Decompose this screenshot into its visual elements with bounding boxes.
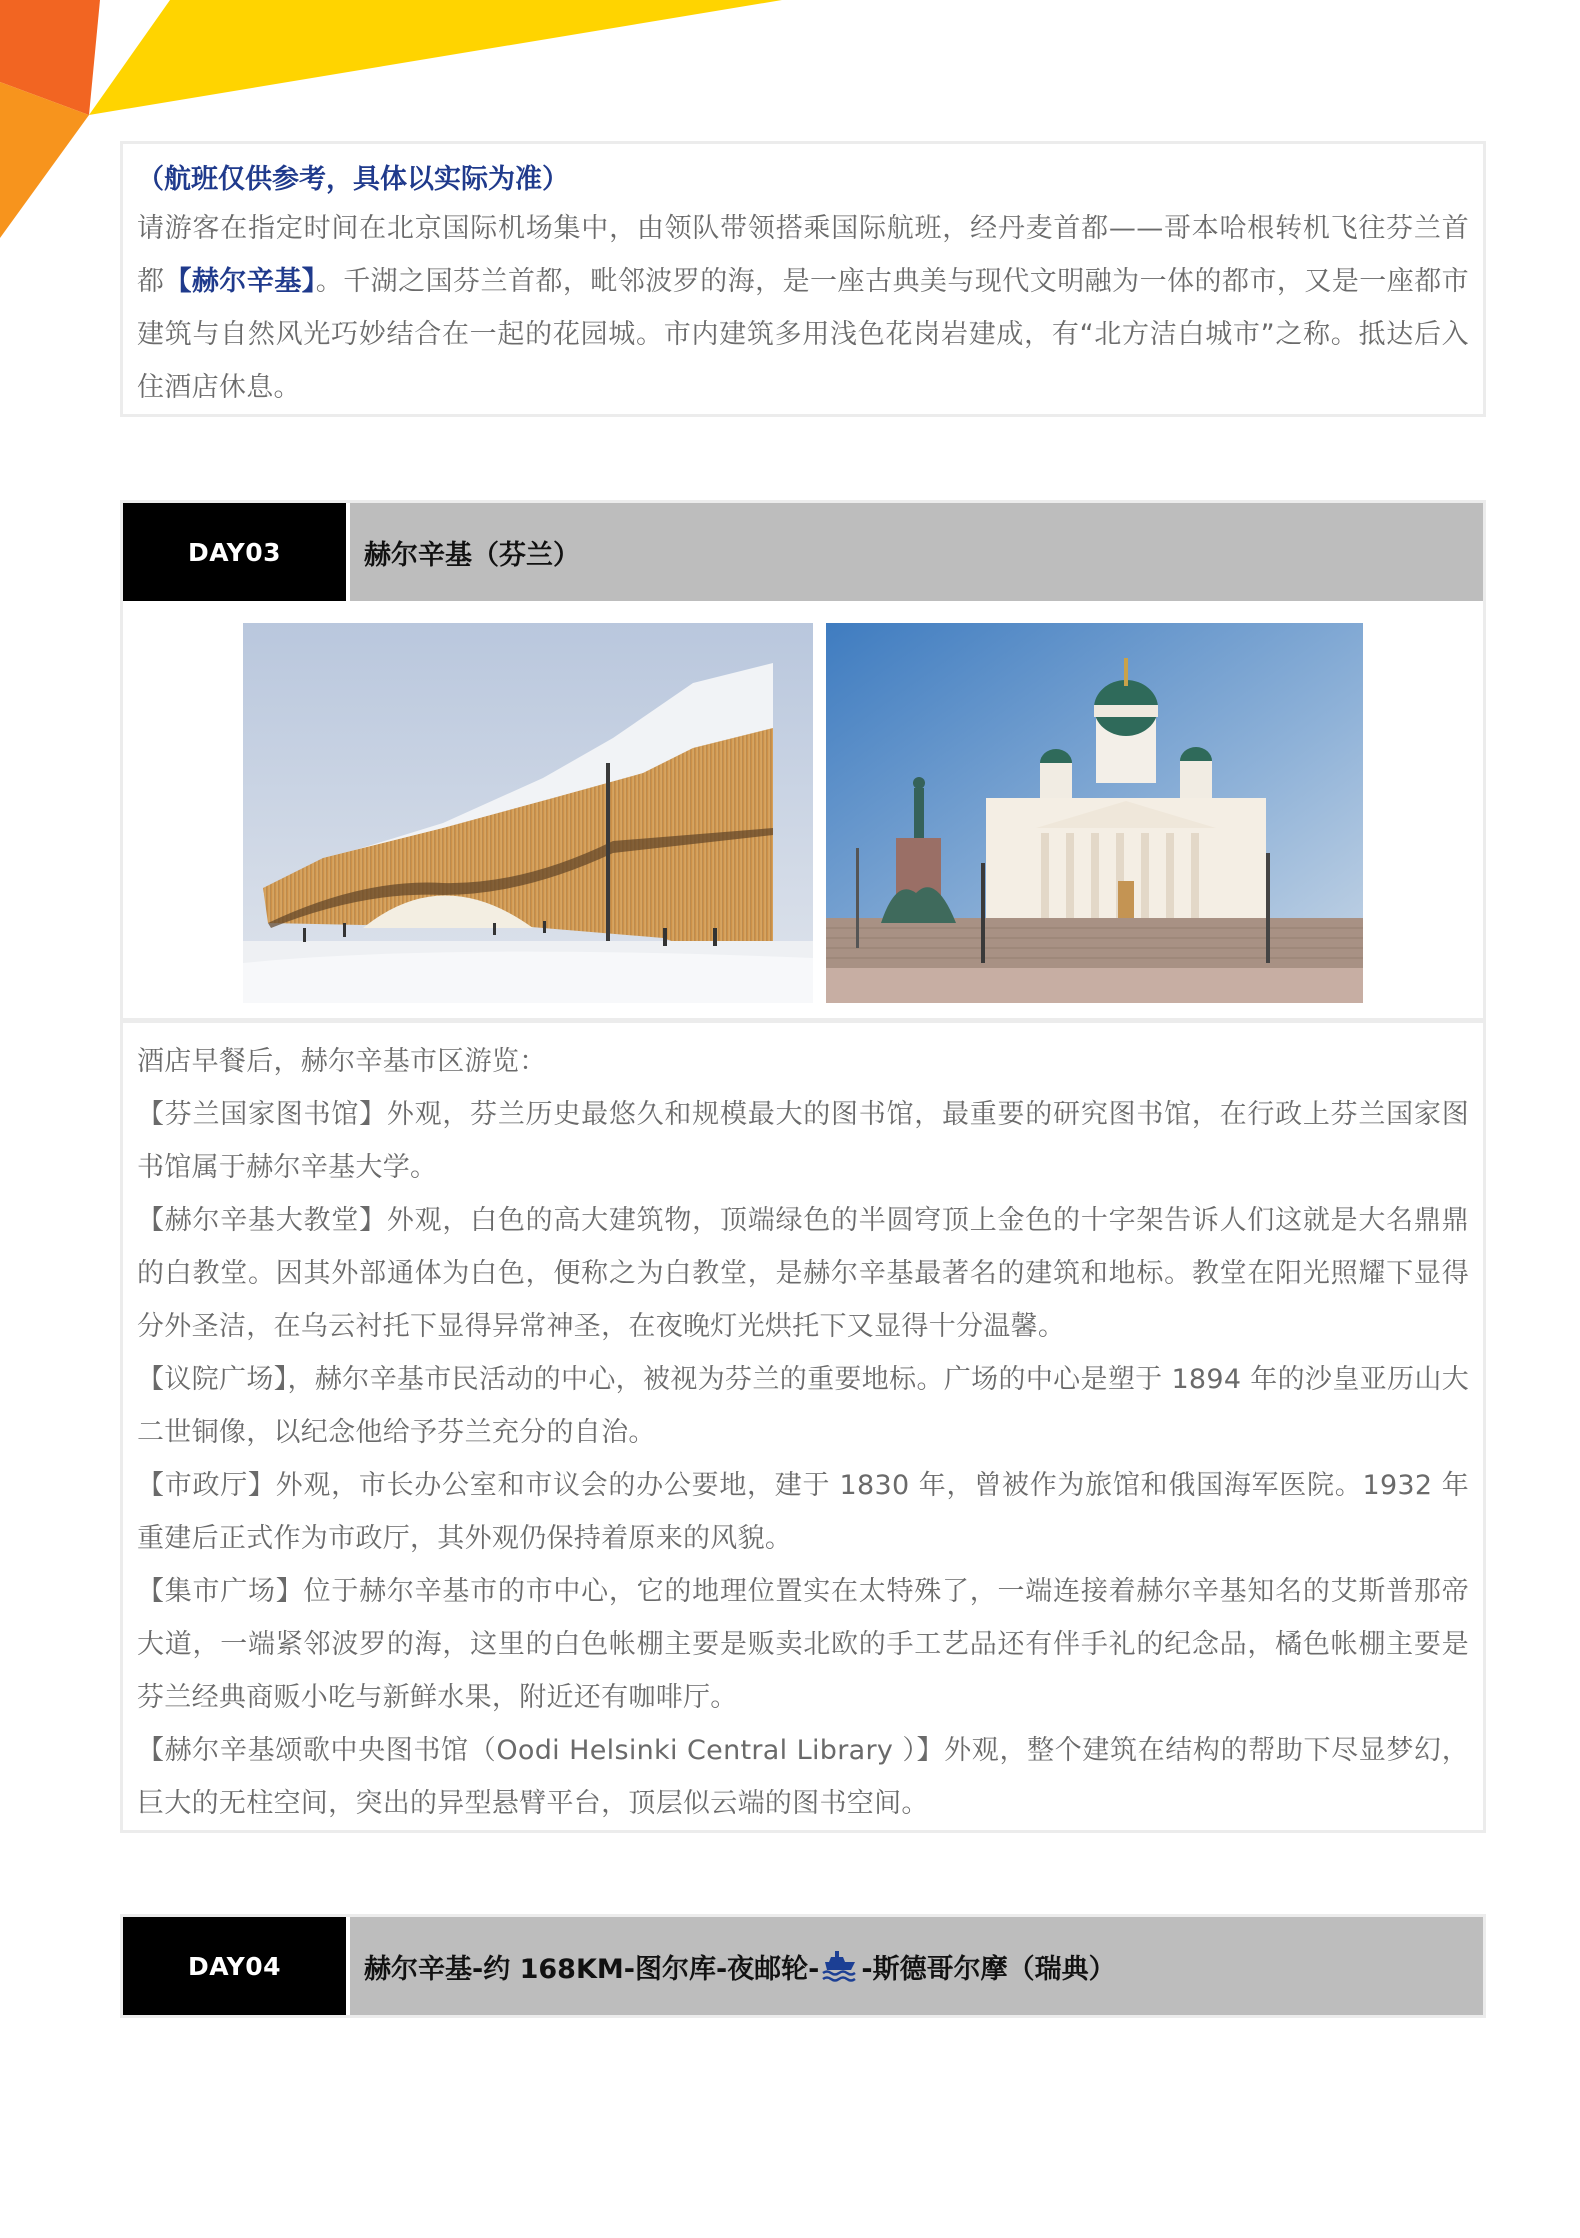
- flight-info-box: [120, 141, 1486, 417]
- day03-images-box: [120, 601, 1486, 1021]
- day03-paragraph-oodi-library: 【赫尔辛基颂歌中央图书馆（Oodi Helsinki Central Library ）】外观，整个建筑在结构的帮助下尽显梦幻，巨大的无柱空间，突出的异型悬臂平台，顶层似云端的图书空间。: [137, 1735, 1469, 1819]
- flight-text-after: 。千湖之国芬兰首都，毗邻波罗的海，是一座古典美与现代文明融为一体的都市，又是一座都市建筑与自然风光巧妙结合在一起的花园城。市内建筑多用浅色花岗岩建成，有“北方洁白城市”之称。抵达后入住酒店休息。: [137, 266, 1469, 403]
- oodi-library-illustration: [243, 623, 813, 1003]
- flight-description: [137, 202, 1469, 414]
- ship-icon: [821, 1949, 859, 1983]
- day03-itinerary-text: [120, 1020, 1486, 1833]
- day04-label: DAY04: [123, 1917, 346, 2015]
- flight-text-before: 请游客在指定时间在北京国际机场集中，由领队带领搭乘国际航班，经丹麦首都——哥本哈根转机飞往芬兰首都: [137, 213, 1469, 297]
- oodi-library-image: [243, 623, 813, 1003]
- flight-disclaimer-title: （航班仅供参考，具体以实际为准）: [137, 164, 569, 195]
- helsinki-cathedral-image: [826, 623, 1363, 1003]
- day03-paragraph-market-square: 【集市广场】位于赫尔辛基市的市中心，它的地理位置实在太特殊了，一端连接着赫尔辛基知名的艾斯普那帝大道，一端紧邻波罗的海，这里的白色帐棚主要是贩卖北欧的手工艺品还有伴手礼的纪念品，橘色帐棚主要是芬兰经典商贩小吃与新鲜水果，附近还有咖啡厅。: [137, 1576, 1469, 1713]
- day04-header: [120, 1914, 1486, 2018]
- yellow-shape: [89, 0, 782, 115]
- day03-paragraph-intro: 酒店早餐后，赫尔辛基市区游览：: [137, 1046, 547, 1077]
- helsinki-highlight: 【赫尔辛基】: [164, 266, 316, 297]
- day03-paragraph-national-library: 【芬兰国家图书馆】外观，芬兰历史最悠久和规模最大的图书馆，最重要的研究图书馆，在行政上芬兰国家图书馆属于赫尔辛基大学。: [137, 1099, 1469, 1183]
- day03-header: [120, 500, 1486, 604]
- day03-label: DAY03: [123, 503, 346, 601]
- day04-route-start: 赫尔辛基-约 168KM-图尔库-夜邮轮-: [364, 1953, 820, 1985]
- day03-title: 赫尔辛基（芬兰）: [350, 503, 1483, 601]
- day03-paragraph-city-hall: 【市政厅】外观，市长办公室和市议会的办公要地，建于 1830 年，曾被作为旅馆和俄国海军医院。1932 年重建后正式作为市政厅，其外观仍保持着原来的风貌。: [137, 1470, 1469, 1554]
- day03-paragraph-cathedral: 【赫尔辛基大教堂】外观，白色的高大建筑物，顶端绿色的半圆穹顶上金色的十字架告诉人们这就是大名鼎鼎的白教堂。因其外部通体为白色，便称之为白教堂，是赫尔辛基最著名的建筑和地标。教堂在阳光照耀下显得分外圣洁，在乌云衬托下显得异常神圣，在夜晚灯光烘托下又显得十分温馨。: [137, 1205, 1469, 1342]
- day04-title: [350, 1917, 1483, 2015]
- day04-route-end: -斯德哥尔摩（瑞典）: [861, 1953, 1116, 1985]
- helsinki-cathedral-illustration: [826, 623, 1363, 1003]
- day03-paragraph-senate-square: 【议院广场】，赫尔辛基市民活动的中心，被视为芬兰的重要地标。广场的中心是塑于 1894 年的沙皇亚历山大二世铜像，以纪念他给予芬兰充分的自治。: [137, 1364, 1469, 1448]
